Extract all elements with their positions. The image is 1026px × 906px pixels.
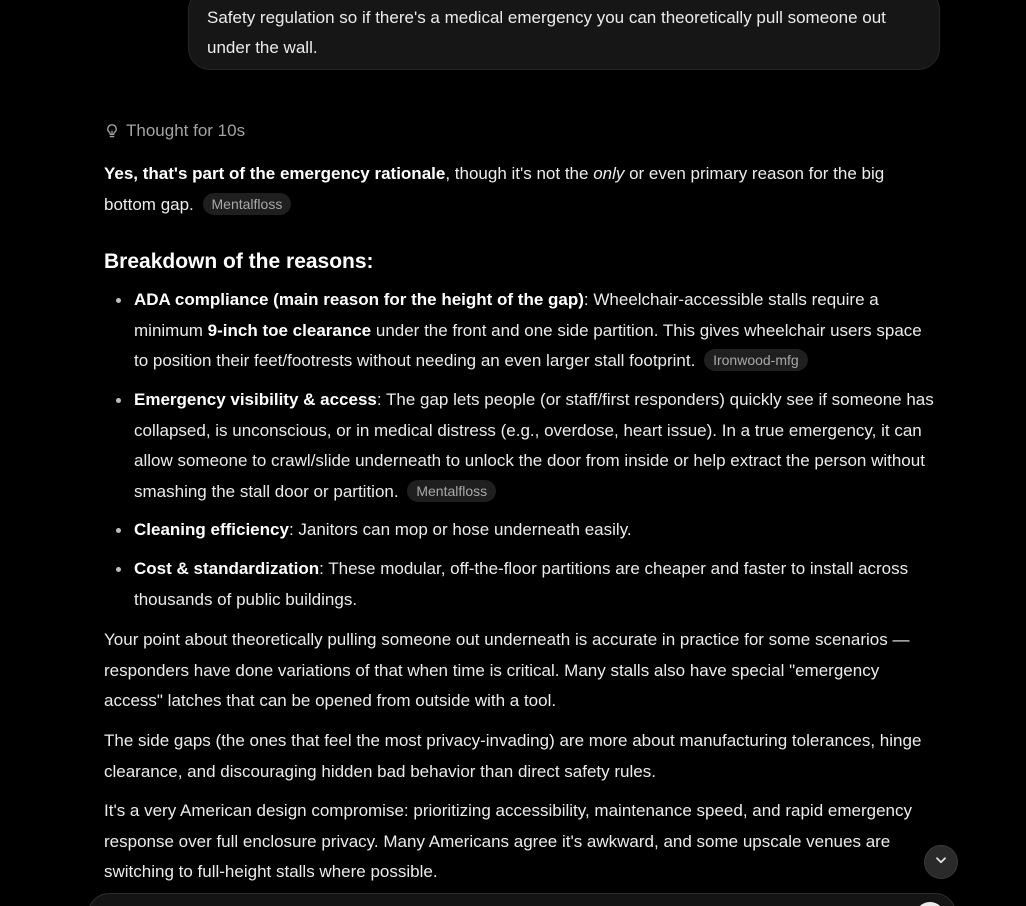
thought-toggle[interactable]	[104, 119, 245, 143]
section-heading: Breakdown of the reasons:	[104, 250, 374, 274]
list-item-text: : Wheelchair-accessible stalls require a minimum	[134, 290, 879, 340]
list-item	[134, 385, 934, 507]
message-composer[interactable]	[88, 893, 956, 906]
list-item-title: Cleaning efficiency	[134, 520, 289, 540]
thought-label: Thought for 10s	[126, 121, 246, 140]
send-button[interactable]	[915, 902, 945, 906]
list-item-title: Emergency visibility & access	[134, 389, 377, 409]
answer-paragraph: It's a very American design compromise: prioritizing accessibility, maintenance speed, and rapid emergency response over full enclosure privacy. Many Americans agree it's awkward, and some upscale venues are switching to full-height stalls where possible.	[104, 801, 912, 882]
list-item-title: ADA compliance (main reason for the height of the gap)	[134, 290, 584, 310]
list-item	[134, 554, 934, 615]
list-item-title: Cost & standardization	[134, 558, 320, 578]
assistant-answer	[104, 159, 934, 897]
user-message-bubble	[188, 0, 940, 70]
list-item	[134, 515, 934, 546]
list-item-text: : Janitors can mop or hose underneath easily.	[288, 520, 632, 540]
intro-italic: only	[593, 164, 625, 183]
answer-paragraph: The side gaps (the ones that feel the most privacy-invading) are more about manufacturing tolerances, hinge clearance, and discouraging hidden bad behavior than direct safety rules.	[104, 730, 922, 781]
list-item	[134, 285, 934, 377]
source-pill-ironwood[interactable]: Ironwood-mfg	[704, 349, 808, 371]
answer-paragraph: Your point about theoretically pulling someone out underneath is accurate in practice for some scenarios — responders have done variations of that when time is critical. Many stalls also have special "emergency access" latches that can be opened from outside with a tool.	[104, 630, 910, 711]
list-item-text: under the front and one side partition. This gives wheelchair users space to position their feet/footrests without needing an even larger stall footprint.	[134, 320, 922, 371]
scroll-to-bottom-button[interactable]	[924, 845, 958, 879]
list-item-text: : These modular, off-the-floor partitions are cheaper and faster to install across thousands of public buildings.	[134, 558, 909, 609]
user-message-text: Safety regulation so if there's a medical emergency you can theoretically pull someone out under the wall.	[207, 8, 886, 57]
source-pill-mentalfloss[interactable]: Mentalfloss	[407, 480, 496, 502]
source-pill-mentalfloss[interactable]: Mentalfloss	[203, 193, 292, 215]
intro-bold: Yes, that's part of the emergency rationale	[104, 164, 446, 183]
intro-text-2: or even primary reason for the big bottom gap.	[104, 164, 885, 214]
intro-text-1: , though it's not the	[445, 164, 594, 183]
chevron-down-icon	[934, 853, 948, 872]
lightbulb-icon	[104, 123, 120, 139]
reasons-list	[104, 285, 934, 615]
list-item-emphasis: 9-inch toe clearance	[207, 320, 372, 340]
intro-paragraph	[104, 159, 934, 220]
list-item-text: : The gap lets people (or staff/first responders) quickly see if someone has collapsed, is unconscious, or in medical distress (e.g., overdose, heart issue). In a true emergency, it can allow someone to crawl/slide underneath to unlock the door from inside or help extract the person without smashing the stall door or partition.	[134, 389, 934, 501]
